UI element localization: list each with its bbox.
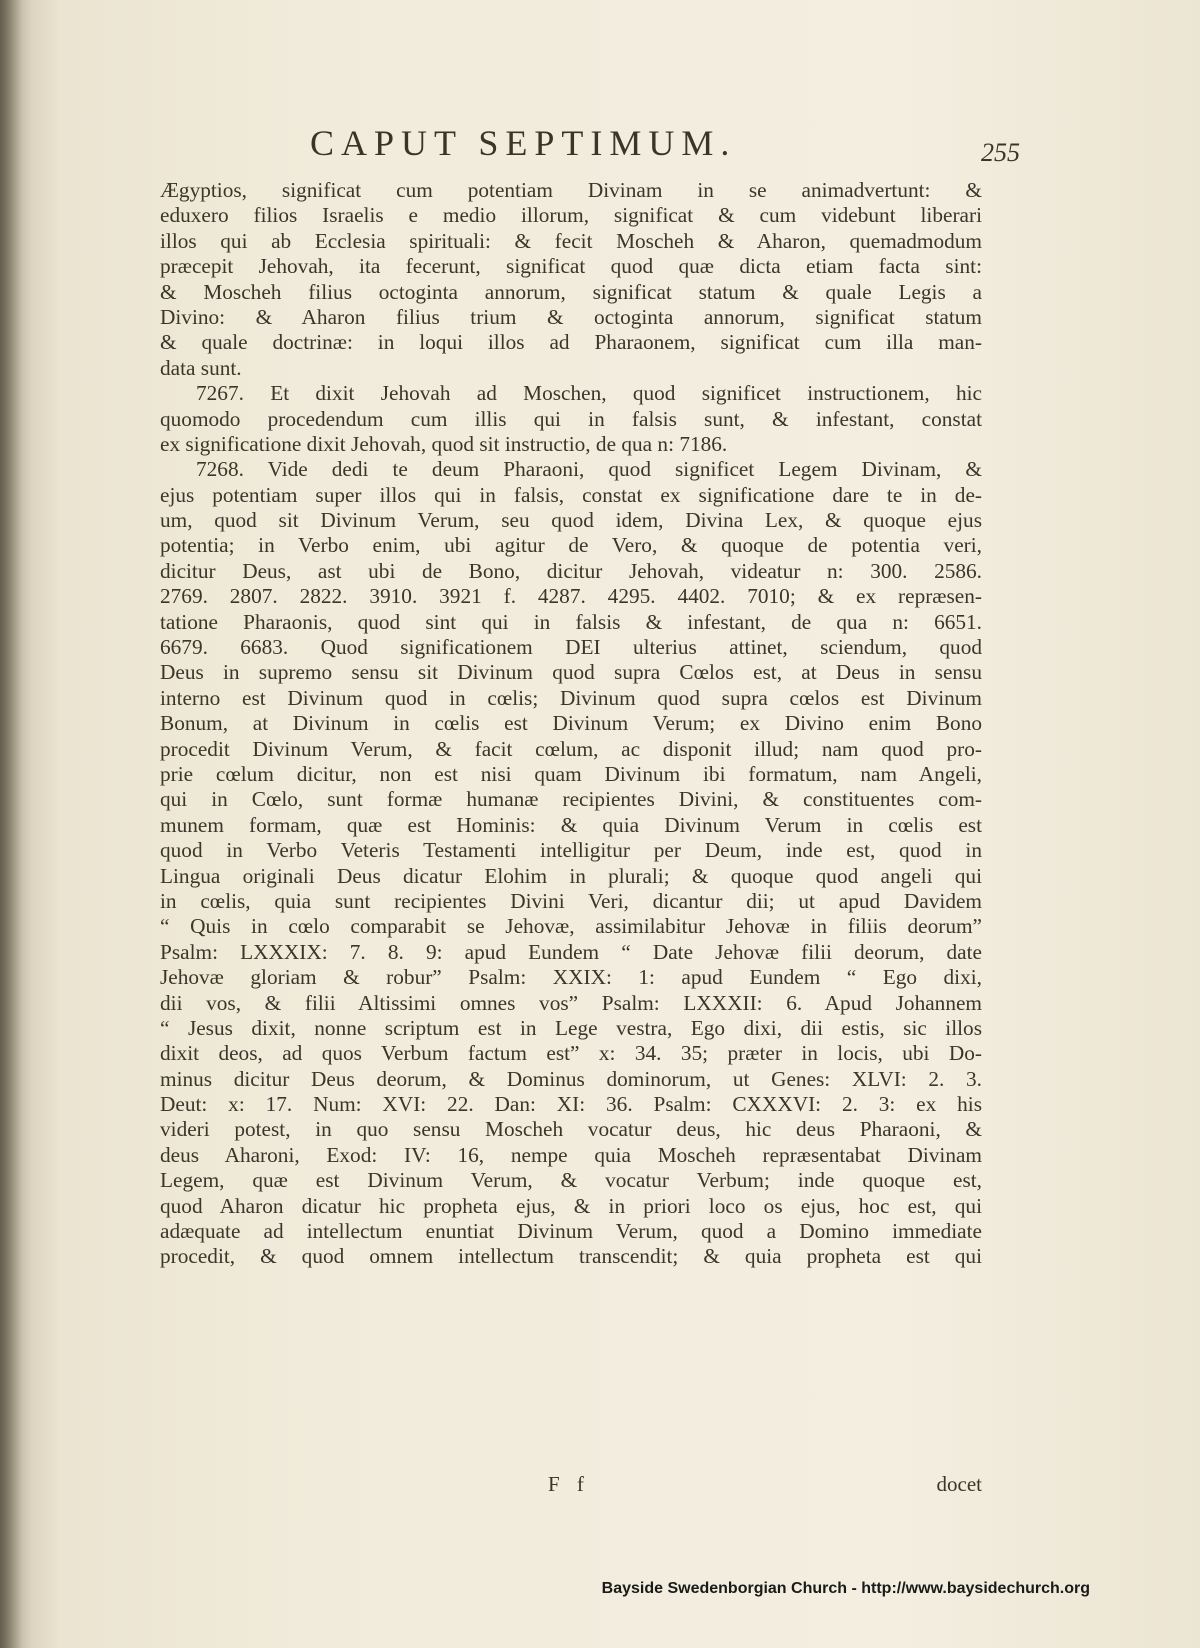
text-line: deus Aharoni, Exod: IV: 16, nempe quia Moscheh repræsentabat Divinam bbox=[160, 1142, 982, 1167]
text-line: “ Quis in cœlo comparabit se Jehovæ, assimilabitur Jehovæ in filiis deorum” bbox=[160, 914, 982, 939]
text-line: Legem, quæ est Divinum Verum, & vocatur Verbum; inde quoque est, bbox=[160, 1168, 982, 1193]
text-line: um, quod sit Divinum Verum, seu quod idem, Divina Lex, & quoque ejus bbox=[160, 508, 982, 533]
text-line: adæquate ad intellectum enuntiat Divinum Verum, quod a Domino immediate bbox=[160, 1219, 982, 1244]
text-line: quod in Verbo Veteris Testamenti intelligitur per Deum, inde est, quod in bbox=[160, 838, 982, 863]
text-line: Divino: & Aharon filius trium & octoginta annorum, significat statum bbox=[160, 304, 982, 329]
text-line: dixit deos, ad quos Verbum factum est” x: 34. 35; præter in locis, ubi Do- bbox=[160, 1041, 982, 1066]
signature-mark: F f bbox=[548, 1472, 590, 1496]
text-line: minus dicitur Deus deorum, & Dominus dominorum, ut Genes: XLVI: 2. 3. bbox=[160, 1066, 982, 1091]
text-line: Deut: x: 17. Num: XVI: 22. Dan: XI: 36. Psalm: CXXXVI: 2. 3: ex his bbox=[160, 1092, 982, 1117]
text-line: Deus in supremo sensu sit Divinum quod supra Cœlos est, at Deus in sensu bbox=[160, 660, 982, 685]
running-title: CAPUT SEPTIMUM. bbox=[310, 123, 737, 163]
text-line: munem formam, quæ est Hominis: & quia Divinum Verum in cœlis est bbox=[160, 812, 982, 837]
text-line: tatione Pharaonis, quod sint qui in falsis & infestant, de qua n: 6651. bbox=[160, 609, 982, 634]
text-line: qui in Cœlo, sunt formæ humanæ recipientes Divini, & constituentes com- bbox=[160, 787, 982, 812]
text-line: ex significatione dixit Jehovah, quod sit instructio, de qua n: 7186. bbox=[160, 431, 728, 456]
text-line: Bonum, at Divinum in cœlis est Divinum Verum; ex Divino enim Bono bbox=[160, 711, 982, 736]
text-line: eduxero filios Israelis e medio illorum, significat & cum videbunt liberari bbox=[160, 203, 982, 228]
text-line: præcepit Jehovah, ita fecerunt, significat quod quæ dicta etiam facta sint: bbox=[160, 254, 982, 279]
paragraph-7267-start: 7267. Et dixit Jehovah ad Moschen, quod significet instructionem, hic bbox=[196, 381, 982, 406]
binding-shadow bbox=[0, 0, 22, 1648]
text-line: 2769. 2807. 2822. 3910. 3921 f. 4287. 4295. 4402. 7010; & ex repræsen- bbox=[160, 584, 982, 609]
watermark-text: Bayside Swedenborgian Church - http://www.baysidechurch.org bbox=[601, 1580, 1090, 1597]
text-line: Jehovæ gloriam & robur” Psalm: XXIX: 1: apud Eundem “ Ego dixi, bbox=[160, 965, 982, 990]
text-line: data sunt. bbox=[160, 355, 242, 380]
text-line: & Moscheh filius octoginta annorum, significat statum & quale Legis a bbox=[160, 279, 982, 304]
text-line: quomodo procedendum cum illis qui in falsis sunt, & infestant, constat bbox=[160, 406, 982, 431]
page-footer bbox=[160, 1472, 982, 1502]
text-line: procedit Divinum Verum, & facit cœlum, ac disponit illud; nam quod pro- bbox=[160, 736, 982, 761]
page-number: 255 bbox=[981, 138, 1020, 167]
text-line: Lingua originali Deus dicatur Elohim in plurali; & quoque quod angeli qui bbox=[160, 863, 982, 888]
text-line: potentia; in Verbo enim, ubi agitur de Vero, & quoque de potentia veri, bbox=[160, 533, 982, 558]
text-line: dicitur Deus, ast ubi de Bono, dicitur Jehovah, videatur n: 300. 2586. bbox=[160, 558, 982, 583]
text-line: interno est Divinum quod in cœlis; Divinum quod supra cœlos est Divinum bbox=[160, 685, 982, 710]
text-line: illos qui ab Ecclesia spirituali: & fecit Moscheh & Aharon, quemadmodum bbox=[160, 228, 982, 253]
text-line: videri potest, in quo sensu Moscheh vocatur deus, hic deus Pharaoni, & bbox=[160, 1117, 982, 1142]
text-line: ejus potentiam super illos qui in falsis, constat ex significatione dare te in de- bbox=[160, 482, 982, 507]
text-line: prie cœlum dicitur, non est nisi quam Divinum ibi formatum, nam Angeli, bbox=[160, 761, 982, 786]
body-text bbox=[160, 178, 982, 1270]
text-line: procedit, & quod omnem intellectum transcendit; & quia propheta est qui bbox=[160, 1244, 982, 1269]
text-line: 6679. 6683. Quod significationem DEI ulterius attinet, sciendum, quod bbox=[160, 635, 982, 660]
text-line: in cœlis, quia sunt recipientes Divini Veri, dicantur dii; ut apud Davidem bbox=[160, 888, 982, 913]
text-line: quod Aharon dicatur hic propheta ejus, & in priori loco os ejus, hoc est, qui bbox=[160, 1193, 982, 1218]
text-line: & quale doctrinæ: in loqui illos ad Pharaonem, significat cum illa man- bbox=[160, 330, 982, 355]
page-header bbox=[160, 118, 1020, 174]
text-line: Psalm: LXXXIX: 7. 8. 9: apud Eundem “ Date Jehovæ filii deorum, date bbox=[160, 939, 982, 964]
paragraph-7268-start: 7268. Vide dedi te deum Pharaoni, quod significet Legem Divinam, & bbox=[196, 457, 982, 482]
text-line: “ Jesus dixit, nonne scriptum est in Lege vestra, Ego dixi, dii estis, sic illos bbox=[160, 1015, 982, 1040]
text-line: dii vos, & filii Altissimi omnes vos” Psalm: LXXXII: 6. Apud Johannem bbox=[160, 990, 982, 1015]
catchword: docet bbox=[936, 1472, 982, 1496]
text-line: Ægyptios, significat cum potentiam Divinam in se animadvertunt: & bbox=[160, 178, 982, 202]
